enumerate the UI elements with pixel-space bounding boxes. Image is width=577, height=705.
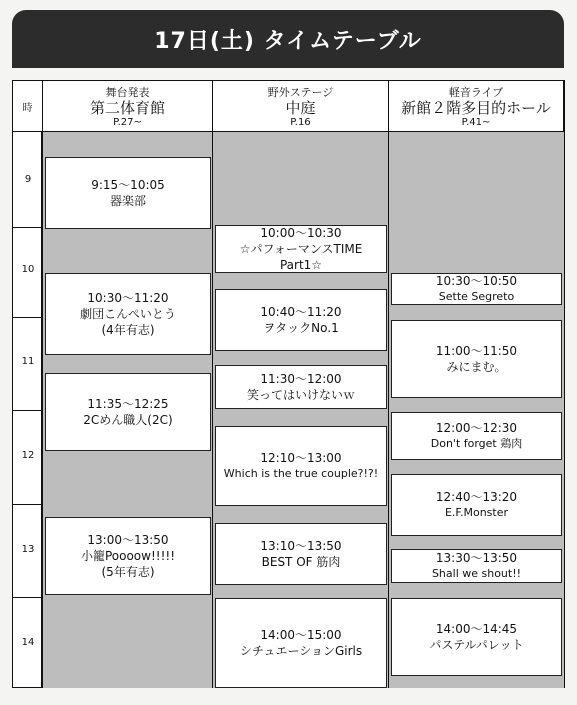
venue-category: 舞台発表 xyxy=(105,86,150,99)
event-time: 12:00〜12:30 xyxy=(435,421,518,435)
event-block xyxy=(391,474,562,536)
time-header-label: 時 xyxy=(22,102,33,114)
event-title: 笑ってはいけないｗ xyxy=(246,388,355,402)
event-title: E.F.Monster xyxy=(444,506,509,519)
event-block xyxy=(215,598,387,688)
venue-page: P.27~ xyxy=(113,117,142,128)
event-title: Shall we shout!! xyxy=(431,567,522,580)
event-title: Part1☆ xyxy=(279,258,323,272)
venue-column-gym xyxy=(42,132,213,688)
event-time: 10:30〜11:20 xyxy=(87,291,169,305)
venue-header-courtyard xyxy=(212,80,389,132)
event-block xyxy=(215,289,387,351)
hour-divider xyxy=(13,504,43,505)
event-time: 12:40〜13:20 xyxy=(435,490,518,504)
event-time: 9:15〜10:05 xyxy=(91,178,165,192)
hour-divider xyxy=(13,410,43,411)
hour-label: 14 xyxy=(21,637,35,648)
table-right-border xyxy=(564,80,565,688)
event-time: 14:00〜15:00 xyxy=(260,628,342,642)
event-block xyxy=(391,598,562,676)
venue-column-courtyard xyxy=(212,132,389,688)
time-column-header xyxy=(12,80,43,132)
hour-label: 13 xyxy=(21,544,35,555)
event-time: 11:00〜11:50 xyxy=(435,344,518,358)
event-block xyxy=(215,225,387,273)
event-title: 小籠Poooow!!!!! xyxy=(80,549,176,563)
time-column xyxy=(12,132,42,688)
event-block xyxy=(215,523,387,585)
hour-divider xyxy=(13,317,43,318)
venue-category: 野外ステージ xyxy=(267,86,334,99)
event-title: BEST OF 筋肉 xyxy=(261,555,341,569)
event-block xyxy=(45,373,211,451)
venue-column-hall xyxy=(388,132,564,688)
hour-label: 10 xyxy=(21,264,35,275)
venue-header-hall xyxy=(388,80,564,132)
event-title: ヲタックNo.1 xyxy=(263,321,339,335)
event-block xyxy=(391,412,562,460)
event-title: ☆パフォーマンスTIME xyxy=(239,242,363,256)
event-title: Don't forget 鶏肉 xyxy=(430,437,523,450)
event-title: (5年有志) xyxy=(101,565,155,579)
event-title: Sette Segreto xyxy=(438,290,515,303)
event-block xyxy=(391,273,562,305)
event-title: シチュエーションGirls xyxy=(239,644,363,658)
venue-name: 中庭 xyxy=(285,99,316,117)
timetable xyxy=(12,80,564,688)
banner-title: 17日(土) タイムテーブル xyxy=(154,28,422,54)
event-title: Which is the true couple?!?! xyxy=(223,467,379,480)
event-time: 10:00〜10:30 xyxy=(260,226,342,240)
hour-divider xyxy=(13,597,43,598)
event-title: (4年有志) xyxy=(101,323,155,337)
event-block xyxy=(215,365,387,409)
venue-name: 第二体育館 xyxy=(89,99,165,117)
timetable-banner xyxy=(12,10,564,68)
hour-divider xyxy=(13,227,43,228)
event-title: みにまむ。 xyxy=(446,360,507,374)
event-time: 13:00〜13:50 xyxy=(87,533,169,547)
hour-label: 12 xyxy=(21,450,35,461)
event-block xyxy=(391,549,562,583)
event-block xyxy=(215,426,387,506)
venue-page: P.41~ xyxy=(461,117,491,128)
event-time: 14:00〜14:45 xyxy=(435,622,518,636)
event-block xyxy=(45,517,211,595)
event-time: 10:30〜10:50 xyxy=(435,274,518,288)
event-time: 11:30〜12:00 xyxy=(260,372,342,386)
hour-label: 9 xyxy=(24,174,32,185)
venue-page: P.16 xyxy=(290,117,311,128)
event-block xyxy=(391,320,562,398)
event-time: 11:35〜12:25 xyxy=(87,397,169,411)
venue-category: 軽音ライブ xyxy=(448,86,504,99)
event-time: 13:30〜13:50 xyxy=(435,551,518,565)
event-title: パステルパレット xyxy=(429,638,524,652)
event-block xyxy=(45,157,211,229)
event-time: 13:10〜13:50 xyxy=(260,539,342,553)
event-title: 劇団こんぺいとう xyxy=(80,307,176,321)
event-title: 2Cめん職人(2C) xyxy=(83,413,173,427)
event-block xyxy=(45,273,211,355)
event-time: 10:40〜11:20 xyxy=(260,305,342,319)
event-title: 器楽部 xyxy=(109,194,146,208)
venue-name: 新館２階多目的ホール xyxy=(401,99,551,117)
event-time: 12:10〜13:00 xyxy=(260,451,342,465)
hour-label: 11 xyxy=(21,356,35,367)
venue-header-gym xyxy=(42,80,213,132)
